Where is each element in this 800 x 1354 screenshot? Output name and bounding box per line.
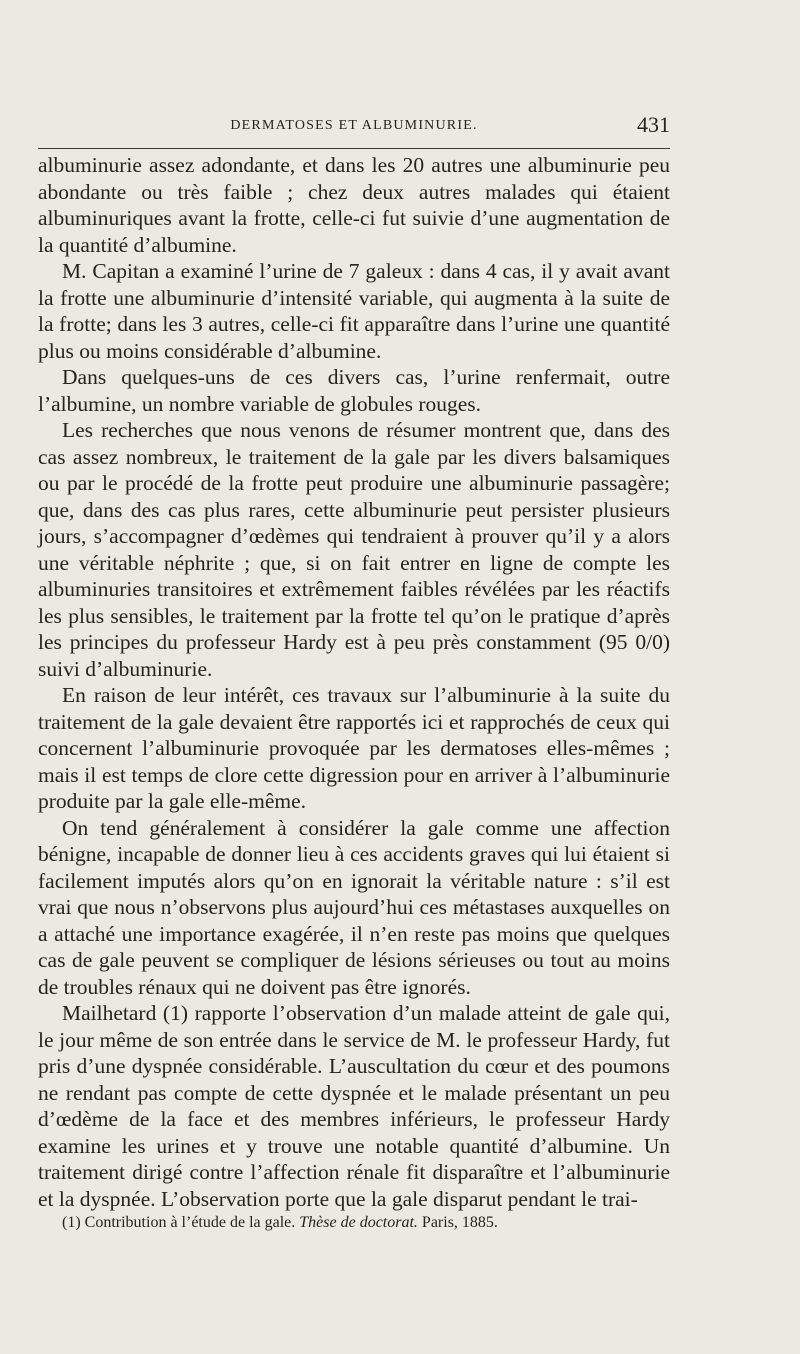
paragraph: Mailhetard (1) rapporte l’observation d’un malade atteint de gale qui, le jour même de son entrée dans le service de M. le professeur Hardy, fut pris d’une dyspnée considérable. L’auscultation du cœur et des poumons ne rendant pas compte de cette dyspnée et le malade présentant un peu d’œdème de la face et des membres inférieurs, le professeur Hardy examine les urines et y trouve une notable quantité d’albumine. Un traitement dirigé contre l’affection rénale fit disparaître et l’albuminurie et la dyspnée. L’observation porte que la gale disparut pendant le trai-: [38, 1001, 670, 1211]
paragraph: En raison de leur intérêt, ces travaux sur l’albuminurie à la suite du traitement de la gale devaient être rapportés ici et rapprochés de ceux qui concernent l’albuminurie provoquée par les dermatoses elles-mêmes ; mais il est temps de clore cette digression pour en arriver à l’albuminurie produite par la gale elle-même.: [38, 683, 670, 813]
paragraph: On tend généralement à considérer la gale comme une affection bénigne, incapable de donner lieu à ces accidents graves qui lui étaient si facilement imputés alors qu’on en ignorait la véritable nature : s’il est vrai que nous n’observons plus aujourd’hui ces métastases auxquelles on a attaché une importance exagérée, il n’en reste pas moins que quelques cas de gale peuvent se compliquer de lésions sérieuses ou tout au moins de troubles rénaux qui ne doivent pas être ignorés.: [38, 815, 670, 999]
header-rule: [38, 148, 670, 149]
footnote-place-year: Paris, 1885.: [421, 1214, 498, 1231]
paragraph: Dans quelques-uns de ces divers cas, l’urine renfermait, outre l’albumine, un nombre variable de globules rouges.: [38, 365, 670, 416]
footnote-marker: (1): [62, 1214, 81, 1231]
paragraph: Les recherches que nous venons de résumer montrent que, dans des cas assez nombreux, le traitement de la gale par les divers balsamiques ou par le procédé de la frotte peut produire une albuminurie passagère; que, dans des cas plus rares, cette albuminurie peut persister plusieurs jours, s’accompagner d’œdèmes qui tendraient à prouver qu’il y a alors une véritable néphrite ; que, si on fait entrer en ligne de compte les albuminuries transitoires et extrêmement faibles révélées par les réactifs les plus sensibles, le traitement par la frotte tel qu’on le pratique d’après les principes du professeur Hardy est à peu près constamment (95 0/0) suivi d’albuminurie.: [38, 418, 670, 681]
paragraph: M. Capitan a examiné l’urine de 7 galeux : dans 4 cas, il y avait avant la frotte une albuminurie d’intensité variable, qui augmenta à la suite de la frotte; dans les 3 autres, celle-ci fit apparaître dans l’urine une quantité plus ou moins considérable d’albumine.: [38, 259, 670, 363]
footnote: [62, 1213, 670, 1233]
body-text: [38, 152, 670, 1212]
footnote-work-title: Thèse de doctorat.: [299, 1214, 418, 1231]
running-head: [38, 112, 670, 142]
paragraph-continuation: albuminurie assez adondante, et dans les 20 autres une albuminurie peu abondante ou très faible ; chez deux autres malades qui étaient albuminuriques avant la frotte, celle-ci fut suivie d’une augmentation de la quantité d’albumine.: [38, 153, 670, 257]
footnote-text: Contribution à l’étude de la gale.: [84, 1214, 296, 1231]
running-title: DERMATOSES ET ALBUMINURIE.: [230, 118, 478, 133]
page-number: 431: [637, 112, 670, 137]
